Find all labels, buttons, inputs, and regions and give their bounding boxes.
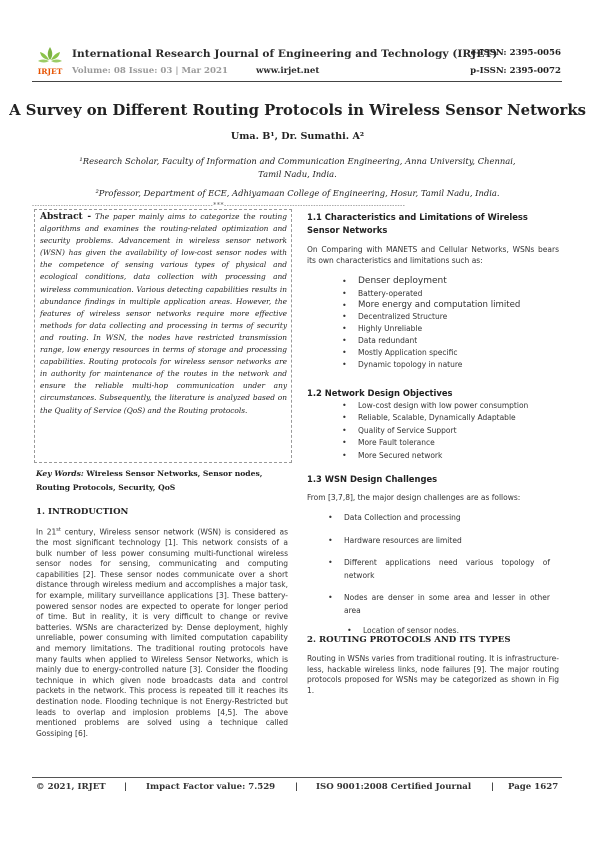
- abstract: [40, 211, 287, 417]
- abstract-text: The paper mainly aims to categorize the routing algorithms and examines the routing-related optimization and security problems. Advancement in wireless sensor network (WSN) has given the availability of low-cost sensor nodes with the competence of sensing various types of physical and ecological conditions, data collection with processing and wireless communication. Various detecting capabilities results in abundance findings in multiple application areas. However, the features of wireless sensor networks require more effective methods for data collecting and processing in terms of security and routing. In WSN, the nodes have restricted transmission range, low energy resources in terms of storage and processing capabilities. Routing protocols for wireless sensor networks are in authority for maintenance of the routes in the network and ensure the reliable multi-hop communication under any circumstances. Subsequently, the literature is analyzed based on the Quality of Service (QoS) and the Routing protocols.: [40, 212, 287, 415]
- list-item: • Decentralized Structure: [342, 312, 448, 322]
- list-item: • Nodes are denser in some area and lesser in other area: [328, 593, 550, 615]
- footer-iso: ISO 9001:2008 Certified Journal: [316, 782, 472, 792]
- sec-1-3-intro: From [3,7,8], the major design challenges are as follows:: [307, 493, 521, 502]
- volume-issue: Volume: 08 Issue: 03 | Mar 2021: [72, 66, 228, 76]
- footer-rule: [32, 777, 562, 778]
- list-item: • Quality of Service Support: [342, 425, 457, 435]
- paper-authors: Uma. B¹, Dr. Sumathi. A²: [230, 131, 365, 142]
- list-item: • Battery-operated: [342, 288, 423, 298]
- sec-2-heading: 2. ROUTING PROTOCOLS AND ITS TYPES: [307, 635, 511, 645]
- sec-1-1-heading: 1.1 Characteristics and Limitations of Wireless Sensor Networks: [307, 212, 528, 235]
- list-item: • More Secured network: [342, 450, 443, 460]
- footer-separator: |: [295, 782, 299, 792]
- paper-title: A Survey on Different Routing Protocols in Wireless Sensor Networks: [9, 102, 586, 119]
- sec-1-1-intro: On Comparing with MANETS and Cellular Networks, WSNs bears its own characteristics and limitations such as:: [307, 245, 559, 265]
- intro-text: In 21st century, Wireless sensor network (WSN) is considered as the most significant technology [1]. This network consists of a bulk number of less power consuming multi-functional wireless sensor nodes for sensing, communicating and computing capabilities [2]. These sensor nodes communicate over a short distance through wireless medium and accomplishes a major task, for example, military surveillance applications [3]. These battery-powered sensor nodes are expected to operate for longer period of time. But in reality, it is very difficult to change or revive batteries. WSNs are characterized by: Dense deployment, highly unreliable, power consuming with limited computation capability and memory limitations. The traditional routing protocols have many faults when applied to Wireless Sensor Networks, which is mainly due to energy-controlled nature [3]. Consider the flooding technique in which given node broadcasts data and control packets in the network. This process is repeated till it reaches its destination node. Flooding technique is not Energy-Restricted but leads to overlap and implosion problems [4,5]. The above mentioned problems are solved using a technique called Gossiping [6].: [36, 527, 288, 738]
- intro-heading: 1. INTRODUCTION: [36, 507, 129, 517]
- list-item: • Different applications need various topology of network: [328, 558, 550, 580]
- list-item: • More energy and computation limited: [342, 299, 521, 310]
- list-subitem: • Location of sensor nodes.: [347, 626, 459, 635]
- sec-2-text: Routing in WSNs varies from traditional routing. It is infrastructure-less, hackable wireless links, node failures [9]. The major routing protocols proposed for WSNs may be categorized as shown in Fig 1.: [307, 654, 559, 695]
- list-item: • Dynamic topology in nature: [342, 359, 463, 369]
- p-issn: p-ISSN: 2395-0072: [470, 66, 561, 76]
- irjet-logo: [34, 44, 66, 76]
- list-item: • Highly Unreliable: [342, 324, 423, 334]
- section-separator: ---------------------------------------------------------------------***---------------------------------------------------------------------: [32, 202, 406, 209]
- header-rule: [32, 81, 562, 82]
- affiliation-1: [40, 155, 555, 180]
- svg-text:IRJET: IRJET: [37, 67, 63, 76]
- journal-name: International Research Journal of Engineering and Technology (IRJET): [72, 48, 498, 60]
- list-item: • Denser deployment: [342, 276, 447, 286]
- list-item: • Data redundant: [342, 335, 418, 345]
- keywords-label: Key Words:: [36, 469, 84, 478]
- footer-separator: |: [124, 782, 128, 792]
- affiliation-2: ²Professor, Department of ECE, Adhiyamaan College of Engineering, Hosur, Tamil Nadu, India.: [95, 188, 500, 198]
- e-issn: e-ISSN: 2395-0056: [470, 48, 561, 58]
- footer-page-number: Page 1627: [508, 782, 559, 792]
- list-item: • Reliable, Scalable, Dynamically Adaptable: [342, 413, 516, 423]
- affiliation-1-line-1: ¹Research Scholar, Faculty of Information and Communication Engineering, Anna University, Chennai,: [79, 156, 516, 166]
- list-item: • Data Collection and processing: [328, 513, 461, 522]
- keywords-text: Wireless Sensor Networks, Sensor nodes, Routing Protocols, Security, QoS: [36, 469, 263, 492]
- design-objectives-list: [342, 400, 558, 462]
- abstract-label: Abstract -: [40, 212, 92, 222]
- footer-separator: |: [491, 782, 495, 792]
- list-item: • Low-cost design with low power consumption: [342, 401, 529, 410]
- journal-website-link[interactable]: www.irjet.net: [256, 66, 320, 76]
- list-item: • Mostly Application specific: [342, 347, 458, 357]
- footer-impact-factor: Impact Factor value: 7.529: [146, 782, 276, 792]
- keywords: [36, 467, 288, 494]
- characteristics-list: [342, 276, 558, 370]
- sec-1-2-heading: 1.2 Network Design Objectives: [307, 388, 453, 398]
- affiliation-1-line-2: Tamil Nadu, India.: [258, 168, 337, 179]
- sec-1-3-heading: 1.3 WSN Design Challenges: [307, 474, 438, 484]
- list-item: • Hardware resources are limited: [328, 535, 462, 545]
- footer-copyright: © 2021, IRJET: [36, 782, 106, 792]
- design-challenges-list: [328, 512, 550, 638]
- list-item: • More Fault tolerance: [342, 438, 435, 448]
